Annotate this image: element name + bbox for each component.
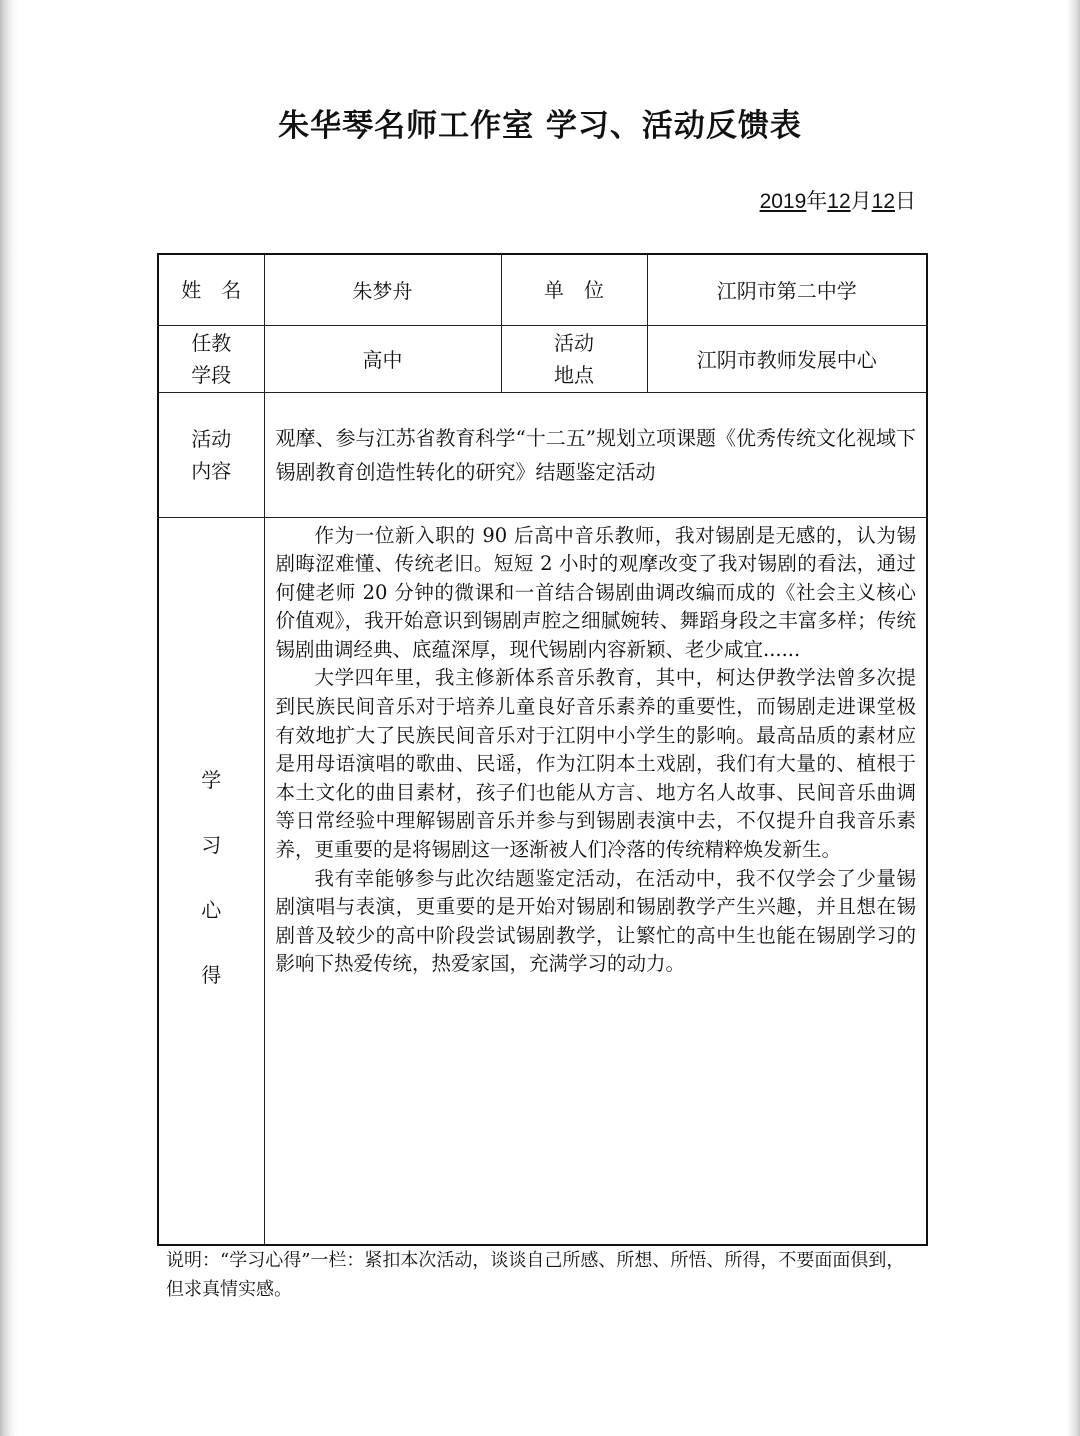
reflection-paragraph: 作为一位新入职的 90 后高中音乐教师，我对锡剧是无感的，认为锡剧晦涩难懂、传统老旧。短短 2 小时的观摩改变了我对锡剧的看法，通过何健老师 20 分钟的微课和一首结合锡剧曲调改编而成的《社会主义核心价值观》，我开始意识到锡剧声腔之细腻婉转、舞蹈身段之丰富多样；传统锡剧曲调经典、底蕴深厚，现代锡剧内容新颖、老少咸宜......: [275, 523, 916, 661]
date-year-unit: 年: [806, 189, 828, 213]
content-label-line1: 活动: [191, 426, 232, 451]
name-value: 朱梦舟: [264, 254, 501, 325]
reflection-label-char: 得: [201, 962, 222, 987]
date-month-unit: 月: [850, 189, 872, 213]
content-label: [158, 392, 264, 517]
document-title: 朱华琴名师工作室 学习、活动反馈表: [278, 108, 802, 144]
date-month: 12: [827, 190, 851, 213]
reflection-text: [264, 517, 927, 1245]
instruction-note: 说明：“学习心得”一栏：紧扣本次活动，谈谈自己所感、所想、所悟、所得，不要面面俱到，但求真情实感。: [166, 1250, 905, 1300]
name-label: 姓 名: [158, 254, 264, 325]
row-stage-place: [158, 325, 927, 392]
date-year: 2019: [759, 190, 807, 213]
date-day-unit: 日: [895, 189, 916, 213]
stage-label: [158, 325, 264, 392]
row-name-unit: [158, 254, 927, 325]
reflection-paragraph: 我有幸能够参与此次结题鉴定活动，在活动中，我不仅学会了少量锡剧演唱与表演，更重要的是开始对锡剧和锡剧教学产生兴趣，并且想在锡剧普及较少的高中阶段尝试锡剧教学，让繁忙的高中生也能在锡剧学习的影响下热爱传统，热爱家国，充满学习的动力。: [275, 866, 916, 976]
reflection-label: [158, 517, 264, 1245]
feedback-form-table: [157, 253, 928, 1246]
reflection-paragraph: 大学四年里，我主修新体系音乐教育，其中，柯达伊教学法曾多次提到民族民间音乐对于培养儿童良好音乐素养的重要性，而锡剧走进课堂极有效地扩大了民族民间音乐对于江阴中小学生的影响。最高品质的素材应是用母语演唱的歌曲、民谣，作为江阴本土戏剧，我们有大量的、植根于本土文化的曲目素材，孩子们也能从方言、地方名人故事、民间音乐曲调等日常经验中理解锡剧音乐并参与到锡剧表演中去，不仅提升自我音乐素养，更重要的是将锡剧这一逐渐被人们冷落的传统精粹焕发新生。: [275, 666, 916, 862]
reflection-label-char: 学: [201, 767, 222, 792]
reflection-label-char: 心: [201, 897, 222, 922]
content-label-line2: 内容: [191, 458, 232, 483]
row-reflection: [158, 517, 927, 1245]
stage-value: 高中: [264, 325, 501, 392]
place-value: 江阴市教师发展中心: [647, 325, 927, 392]
row-activity-content: [158, 392, 927, 517]
place-label-line2: 地点: [554, 362, 594, 387]
stage-label-line2: 学段: [191, 362, 232, 387]
unit-value: 江阴市第二中学: [647, 254, 927, 325]
date-day: 12: [871, 190, 895, 213]
place-label-line1: 活动: [554, 330, 594, 355]
unit-label: 单 位: [501, 254, 647, 325]
place-label: [501, 325, 647, 392]
content-value: 观摩、参与江苏省教育科学“十二五”规划立项课题《优秀传统文化视域下锡剧教育创造性转化的研究》结题鉴定活动: [264, 392, 927, 517]
page-edge-shadow-left: [0, 0, 18, 1436]
stage-label-line1: 任教: [191, 330, 232, 355]
form-date: [690, 185, 916, 215]
reflection-label-char: 习: [201, 832, 222, 857]
page-edge-shadow-right: [1066, 0, 1080, 1436]
